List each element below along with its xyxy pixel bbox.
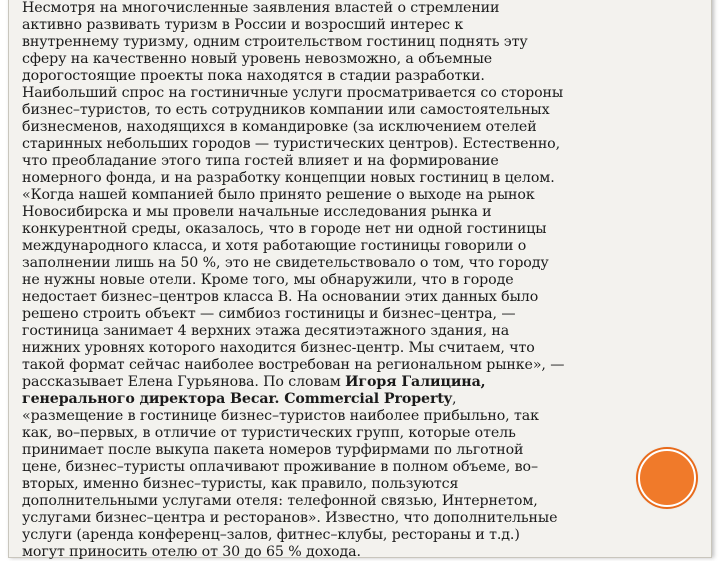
text-line: могут приносить отелю от 30 до 65 % дохода. bbox=[22, 544, 361, 560]
text-line: заполнении лишь на 50 %, это не свидетельствовало о том, что городу bbox=[22, 255, 549, 271]
slide-body-text bbox=[22, 0, 622, 560]
text-line: цене, бизнес–туристы оплачивают проживание в полном объеме, во– bbox=[22, 459, 538, 475]
text-line: старинных небольших городов — туристических центров). Естественно, bbox=[22, 136, 561, 152]
text-line: «Когда нашей компанией было принято решение о выходе на рынок bbox=[22, 187, 535, 203]
text-line: международного класса, и хотя работающие гостиницы говорили о bbox=[22, 238, 527, 254]
text-line: бизнес–туристов, то есть сотрудников компании или самостоятельных bbox=[22, 102, 550, 118]
decorative-circle bbox=[638, 449, 696, 507]
text-line: вторых, именно бизнес–туристы, как правило, пользуются bbox=[22, 476, 459, 492]
text-line: что преобладание этого типа гостей влияет и на формирование bbox=[22, 153, 499, 169]
text-line: гостиница занимает 4 верхних этажа десятиэтажного здания, на bbox=[22, 323, 510, 339]
text-run: рассказывает Елена Гурьянова. По словам bbox=[22, 374, 346, 390]
text-line: услуги (аренда конференц–залов, фитнес–клубы, рестораны и т.д.) bbox=[22, 527, 520, 543]
text-line: дополнительными услугами отеля: телефонной связью, Интернетом, bbox=[22, 493, 538, 509]
text-line: принимает после выкупа пакета номеров турфирмами по льготной bbox=[22, 442, 524, 458]
text-line: сферу на качественно новый уровень невозможно, а объемные bbox=[22, 51, 493, 67]
text-line: такой формат сейчас наиболее востребован на региональном рынке», — bbox=[22, 357, 565, 373]
text-line: Несмотря на многочисленные заявления властей о стремлении bbox=[22, 0, 500, 16]
text-line: конкурентной среды, оказалось, что в городе нет ни одной гостиницы bbox=[22, 221, 547, 237]
text-line: Наибольший спрос на гостиничные услуги просматривается со стороны bbox=[22, 85, 564, 101]
bold-name: Игоря Галицина, bbox=[345, 374, 486, 390]
text-line bbox=[22, 374, 622, 391]
text-line: решено строить объект — симбиоз гостиницы и бизнес–центра, — bbox=[22, 306, 516, 322]
text-line: бизнесменов, находящихся в командировке (за исключением отелей bbox=[22, 119, 537, 135]
text-line: активно развивать туризм в России и возросший интерес к bbox=[22, 17, 464, 33]
text-line: нижних уровнях которого находится бизнес-центр. Мы считаем, что bbox=[22, 340, 535, 356]
text-line: Новосибирска и мы провели начальные исследования рынка и bbox=[22, 204, 492, 220]
text-line: услугами бизнес–центра и ресторанов». Известно, что дополнительные bbox=[22, 510, 558, 526]
text-line: внутреннему туризму, одним строительством гостиниц поднять эту bbox=[22, 34, 528, 50]
text-run: , bbox=[451, 391, 457, 407]
text-line: как, во–первых, в отличие от туристических групп, которые отель bbox=[22, 425, 516, 441]
text-line: дорогостоящие проекты пока находятся в стадии разработки. bbox=[22, 68, 485, 84]
text-line: номерного фонда, и на разработку концепции новых гостиниц в целом. bbox=[22, 170, 555, 186]
text-line: «размещение в гостинице бизнес–туристов наиболее прибыльно, так bbox=[22, 408, 539, 424]
text-line: не нужны новые отели. Кроме того, мы обнаружили, что в городе bbox=[22, 272, 514, 288]
text-line: недостает бизнес–центров класса В. На основании этих данных было bbox=[22, 289, 539, 305]
text-line bbox=[22, 391, 622, 408]
bold-title: генерального директора Becar. Commercial Property bbox=[22, 391, 452, 407]
